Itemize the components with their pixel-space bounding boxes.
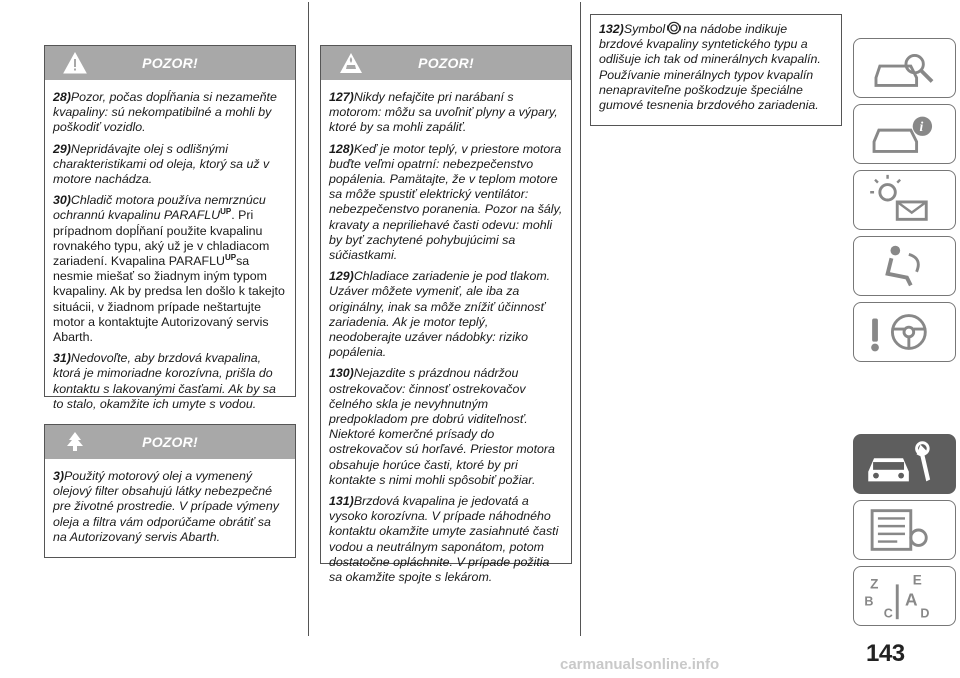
- note-131: 131)Brzdová kvapalina je jedovatá a vysoko korozívna. V prípade náhodného kontaktu okamžite umyte zasiahnuté časti vodou a neutrálnym saponátom, potom dostatočne opláchnite. V prípade požitia sa okamžite spojte s lekárom.: [329, 494, 559, 585]
- warning-box-title: POZOR!: [142, 55, 198, 71]
- env-note-3: 3)Použitý motorový olej a vymenený olejový filter obsahujú látky nebezpečné pre životné prostredie. V prípade výmeny oleja a filtra vám odporúčame obrátiť sa na Autorizovaný servis Abarth.: [53, 469, 279, 544]
- page-number: 143: [866, 640, 905, 667]
- svg-text:A: A: [904, 589, 918, 610]
- spec-list-icon: [854, 501, 955, 559]
- note-box-brake: [590, 14, 842, 126]
- footer-watermark: carmanualsonline.info: [560, 656, 720, 673]
- warning-box-body: [45, 80, 295, 426]
- environment-box-body: [45, 459, 295, 559]
- tab-starting-driving[interactable]: [853, 302, 956, 362]
- tab-index[interactable]: [853, 566, 956, 626]
- tab-technical-data[interactable]: [853, 500, 956, 560]
- svg-text:D: D: [920, 606, 930, 621]
- steering-key-icon: [854, 303, 955, 361]
- environment-box-title: POZOR!: [142, 434, 198, 450]
- warning-box-engine-title: POZOR!: [418, 55, 474, 71]
- note-30: 30)Chladič motora používa nemrznúcu ochrannú kvapalinu $PARAFLU^{UP}$. Pri prípadnom dopĺňaní použite kvapalinu rovnakého typu, aký už je v chladiacom zariadení. Kvapalina $PARAFLU^{UP}sa$ nesmie miešať so žiadnym iným typom kvapaliny. Ak by predsa len došlo k takejto situácii, v žiadnom prípade neštartujte motor a kontaktujte Autorizovaný servis Abarth.: [53, 193, 285, 345]
- environment-box: [44, 424, 296, 558]
- car-info-icon: [854, 105, 955, 163]
- note-128: 128)Keď je motor teplý, v priestore motora buďte veľmi opatrní: nebezpečenstvo popálenia. Pamätajte, že v teplom motore sa môže spustiť elektrický ventilátor: nebezpečenstvo poranenia. Pozor na šály, kravaty a nepriliehavé časti odevu: mohli by byť zachytené pohybujúcimi sa súčiastkami.: [329, 141, 563, 263]
- note-132: 132)Symbol na nádobe indikuje brzdové kvapaliny syntetického typu a odlišuje ich tak od minerálnych kvapalín. Používanie minerálnych typov kvapalín nenapraviteľne poškodzuje špeciálne gumové tesnenia brzdového zariadenia.: [599, 22, 821, 113]
- tab-knowing-car[interactable]: [853, 38, 956, 98]
- car-wrench-icon: [854, 435, 955, 493]
- warning-box-header: [45, 46, 295, 80]
- note-129: 129)Chladiace zariadenie je pod tlakom. Uzáver môžete vymeniť, ale iba za originálny, inak sa môže znížiť účinnosť zariadenia. Ak je motor teplý, neodoberajte uzáver nádobky: riziko popálenia.: [329, 269, 551, 360]
- svg-text:Z: Z: [870, 576, 879, 592]
- tab-dashboard[interactable]: [853, 104, 956, 164]
- svg-text:i: i: [919, 119, 924, 135]
- warning-lights-icon: [854, 171, 955, 229]
- svg-text:C: C: [883, 606, 893, 621]
- note-127: 127)Nikdy nefajčite pri narábaní s motorom: môžu sa uvoľniť plyny a výpary, ktoré by sa mohli zapáliť.: [329, 90, 558, 135]
- alphabet-index-icon: [854, 567, 955, 625]
- note-29: 29)Nepridávajte olej s odlišnými charakteristikami od oleja, ktorý sa už v motore nachádza.: [53, 141, 270, 187]
- note-130: 130)Nejazdite s prázdnou nádržou ostrekovačov: činnosť ostrekovačov čelného skla je nevyhnutným predpokladom pre dobrú viditeľnosť. Niektoré komerčné prísady do ostrekovačov sú horľavé. Priestor motora obsahuje horúce časti, ktoré by pri kontakte s nimi mohli spôsobiť požiar.: [329, 366, 555, 487]
- warning-box-engine-header: [321, 46, 571, 80]
- brake-fluid-symbol-icon: [667, 21, 681, 35]
- warning-box-fluids: [44, 45, 296, 411]
- tab-maintenance[interactable]: [853, 434, 956, 494]
- seat-airbag-icon: [854, 237, 955, 295]
- column-divider-2: [580, 2, 581, 636]
- svg-text:E: E: [912, 572, 922, 588]
- column-divider-1: [308, 2, 309, 636]
- tab-seats[interactable]: [853, 236, 956, 296]
- warning-box-engine: [320, 45, 572, 585]
- note-box-brake-body: [591, 15, 841, 127]
- environment-box-header: [45, 425, 295, 459]
- car-search-icon: [854, 39, 955, 97]
- warning-box-engine-body: [321, 80, 571, 599]
- note-31: 31)Nedovoľte, aby brzdová kvapalina, ktorá je mimoriadne korozívna, prišla do kontaktu s lakovanými časťami. Ak by sa to stalo, okamžite ich umyte s vodou.: [53, 351, 276, 411]
- tab-safety[interactable]: [853, 170, 956, 230]
- svg-text:B: B: [864, 594, 874, 609]
- note-28: 28)Pozor, počas dopĺňania si nezameňte kvapaliny: sú nekompatibilné a mohli by poškodiť vozidlo.: [53, 90, 277, 135]
